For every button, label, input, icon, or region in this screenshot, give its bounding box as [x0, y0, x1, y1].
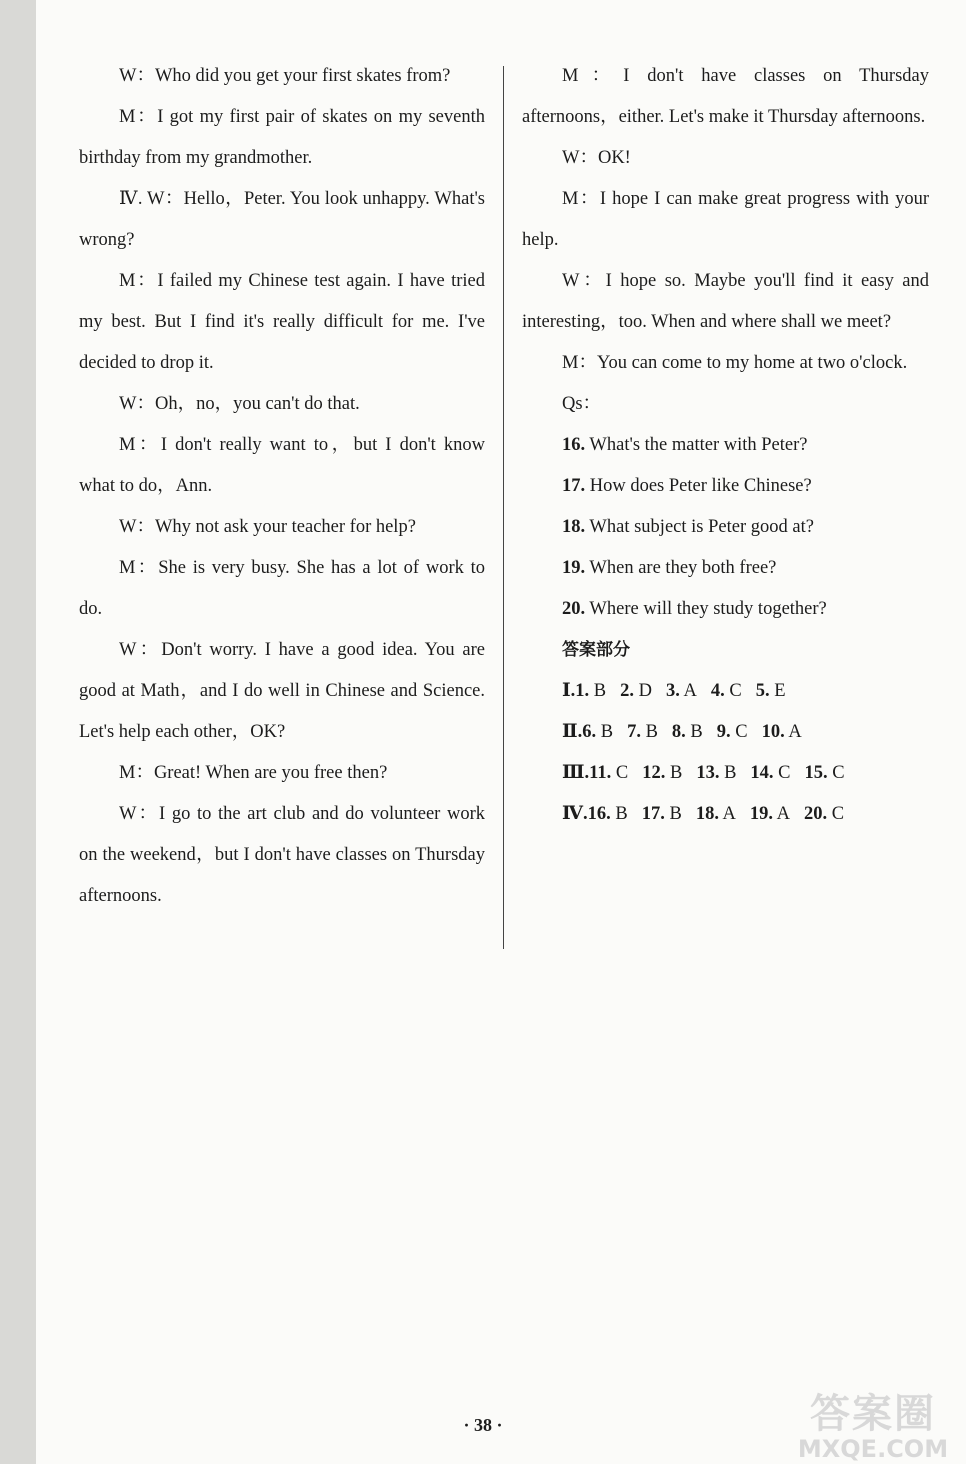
question-number: 20. — [562, 599, 586, 619]
page-number: · 38 · — [463, 1415, 503, 1435]
question-number: 17. — [562, 476, 586, 496]
answer-item: 6. B — [582, 722, 614, 742]
dialogue-line: W：Who did you get your first skates from? — [119, 66, 451, 86]
column-divider — [503, 66, 504, 949]
answer-item: 3. A — [666, 681, 697, 701]
question-item — [522, 425, 929, 466]
answer-item: 19. A — [749, 804, 791, 824]
answer-section-numeral: Ⅳ. — [562, 804, 588, 824]
watermark-domain: MXQE.COM — [797, 1435, 949, 1463]
answer-item: 2. D — [620, 681, 652, 701]
page-binding-edge — [0, 0, 36, 1464]
question-text: What subject is Peter good at? — [589, 517, 814, 537]
answer-row — [522, 671, 929, 712]
answer-item: 15. C — [804, 763, 845, 783]
answer-item: 7. B — [627, 722, 658, 742]
question-text: How does Peter like Chinese? — [589, 476, 812, 496]
answer-section-numeral: Ⅲ. — [562, 763, 590, 783]
dialogue-line: M：I failed my Chinese test again. I have tried my best. But I find it's really difficult for me. I've decided to drop it. — [79, 271, 485, 373]
answer-item: 18. A — [695, 804, 736, 824]
answer-item: 16. B — [587, 804, 628, 824]
dialogue-line: M：You can come to my home at two o'clock. — [562, 353, 908, 373]
answer-item: 13. B — [696, 763, 737, 783]
answer-item: 9. C — [716, 722, 748, 742]
question-text: When are they both free? — [589, 558, 777, 578]
watermark-logo-text: 答案圈 — [810, 1391, 936, 1437]
answer-item: 11. C — [589, 763, 629, 783]
dialogue-line: M：I got my first pair of skates on my seventh birthday from my grandmother. — [79, 107, 485, 168]
answer-item: 8. B — [671, 722, 703, 742]
question-number: 16. — [562, 435, 586, 455]
question-item — [522, 548, 929, 589]
answer-item: 1. B — [575, 681, 607, 701]
dialogue-line: W：Why not ask your teacher for help? — [119, 517, 416, 537]
answer-section-title: 答案部分 — [562, 640, 630, 660]
answer-item: 14. C — [750, 763, 791, 783]
answer-row — [522, 712, 929, 753]
dialogue-line: Ⅳ. W：Hello，Peter. You look unhappy. What's wrong? — [79, 189, 485, 250]
right-column — [522, 56, 929, 835]
question-number: 19. — [562, 558, 586, 578]
answer-section-numeral: Ⅰ. — [562, 681, 576, 701]
question-text: What's the matter with Peter? — [589, 435, 808, 455]
question-text: Where will they study together? — [589, 599, 827, 619]
dialogue-line: W：I go to the art club and do volunteer work on the weekend，but I don't have classes on Thursday afternoons. — [79, 804, 485, 906]
answer-item: 17. B — [641, 804, 682, 824]
answer-row — [522, 753, 929, 794]
answer-item: 5. E — [755, 681, 786, 701]
answer-item: 20. C — [804, 804, 845, 824]
question-item — [522, 466, 929, 507]
dialogue-line: M：Great! When are you free then? — [119, 763, 388, 783]
answer-row — [522, 794, 929, 835]
questions-label: Qs： — [562, 394, 602, 414]
answer-item: 10. A — [761, 722, 802, 742]
question-item — [522, 589, 929, 630]
answer-item: 12. B — [642, 763, 683, 783]
dialogue-line: M：She is very busy. She has a lot of work to do. — [79, 558, 485, 619]
dialogue-line: M：I hope I can make great progress with your help. — [522, 189, 929, 250]
dialogue-line: M：I don't have classes on Thursday afternoons，either. Let's make it Thursday afternoons. — [522, 66, 929, 127]
dialogue-line: M：I don't really want to，but I don't know what to do，Ann. — [79, 435, 485, 496]
dialogue-line: W：Oh，no，you can't do that. — [119, 394, 360, 414]
dialogue-line: W：OK! — [562, 148, 631, 168]
question-item — [522, 507, 929, 548]
left-column — [79, 56, 485, 917]
answer-item: 4. C — [710, 681, 742, 701]
question-number: 18. — [562, 517, 586, 537]
dialogue-line: W：I hope so. Maybe you'll find it easy and interesting，too. When and where shall we meet? — [522, 271, 929, 332]
dialogue-line: W：Don't worry. I have a good idea. You are good at Math，and I do well in Chinese and Science. Let's help each other，OK? — [79, 640, 485, 742]
answer-section-numeral: Ⅱ. — [562, 722, 583, 742]
site-watermark — [788, 1391, 958, 1463]
